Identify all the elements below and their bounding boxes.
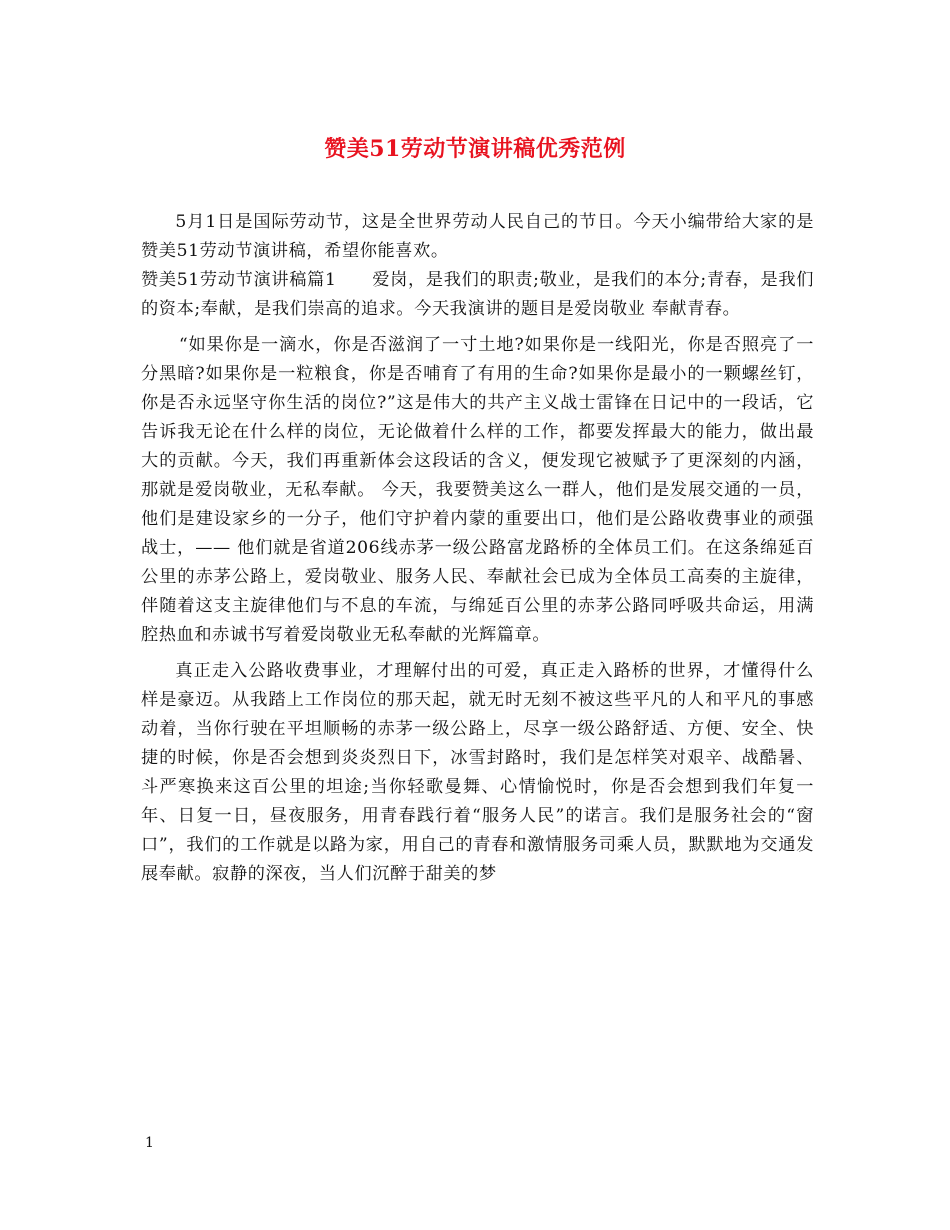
document-body xyxy=(141,208,814,889)
page-number: 1 xyxy=(145,1135,154,1151)
body-paragraph: 真正走入公路收费事业，才理解付出的可爱，真正走入路桥的世界，才懂得什么样是豪迈。从我踏上工作岗位的那天起，就无时无刻不被这些平凡的人和平凡的事感动着，当你行驶在平坦顺畅的赤茅一级公路上，尽享一级公路舒适、方便、安全、快捷的时候，你是否会想到炎炎烈日下，冰雪封路时，我们是怎样笑对艰辛、战酷暑、斗严寒换来这百公里的坦途;当你轻歌曼舞、心情愉悦时，你是否会想到我们年复一年、日复一日，昼夜服务，用青春践行着“服务人民”的诺言。我们是服务社会的“窗口”，我们的工作就是以路为家，用自己的青春和激情服务司乘人员，默默地为交通发展奉献。寂静的深夜，当人们沉醉于甜美的梦 xyxy=(141,661,814,884)
quote-paragraph: “如果你是一滴水，你是否滋润了一寸土地?如果你是一线阳光，你是否照亮了一分黑暗?如果你是一粒粮食，你是否哺育了有用的生命?如果你是最小的一颗螺丝钉，你是否永远坚守你生活的岗位?”这是伟大的共产主义战士雷锋在日记中的一段话，它告诉我无论在什么样的岗位，无论做着什么样的工作，都要发挥最大的能力，做出最大的贡献。今天，我们再重新体会这段话的含义，便发现它被赋予了更深刻的内涵，那就是爱岗敬业，无私奉献。 今天，我要赞美这么一群人，他们是发展交通的一员，他们是建设家乡的一分子，他们守护着内蒙的重要出口，他们是公路收费事业的顽强战士，—— 他们就是省道206线赤茅一级公路富龙路桥的全体员工们。在这条绵延百公里的赤茅公路上，爱岗敬业、服务人民、奉献社会已成为全体员工高奏的主旋律，伴随着这支主旋律他们与不息的车流，与绵延百公里的赤茅公路同呼吸共命运，用满腔热血和赤诚书写着爱岗敬业无私奉献的光辉篇章。 xyxy=(141,335,814,645)
document-title: 赞美51劳动节演讲稿优秀范例 xyxy=(324,136,626,162)
speech-heading-paragraph: 赞美51劳动节演讲稿篇1 爱岗，是我们的职责;敬业，是我们的本分;青春，是我们的资本;奉献，是我们崇高的追求。今天我演讲的题目是爱岗敬业 奉献青春。 xyxy=(141,270,814,319)
intro-paragraph: 5月1日是国际劳动节，这是全世界劳动人民自己的节日。今天小编带给大家的是赞美51劳动节演讲稿，希望你能喜欢。 xyxy=(141,212,814,261)
